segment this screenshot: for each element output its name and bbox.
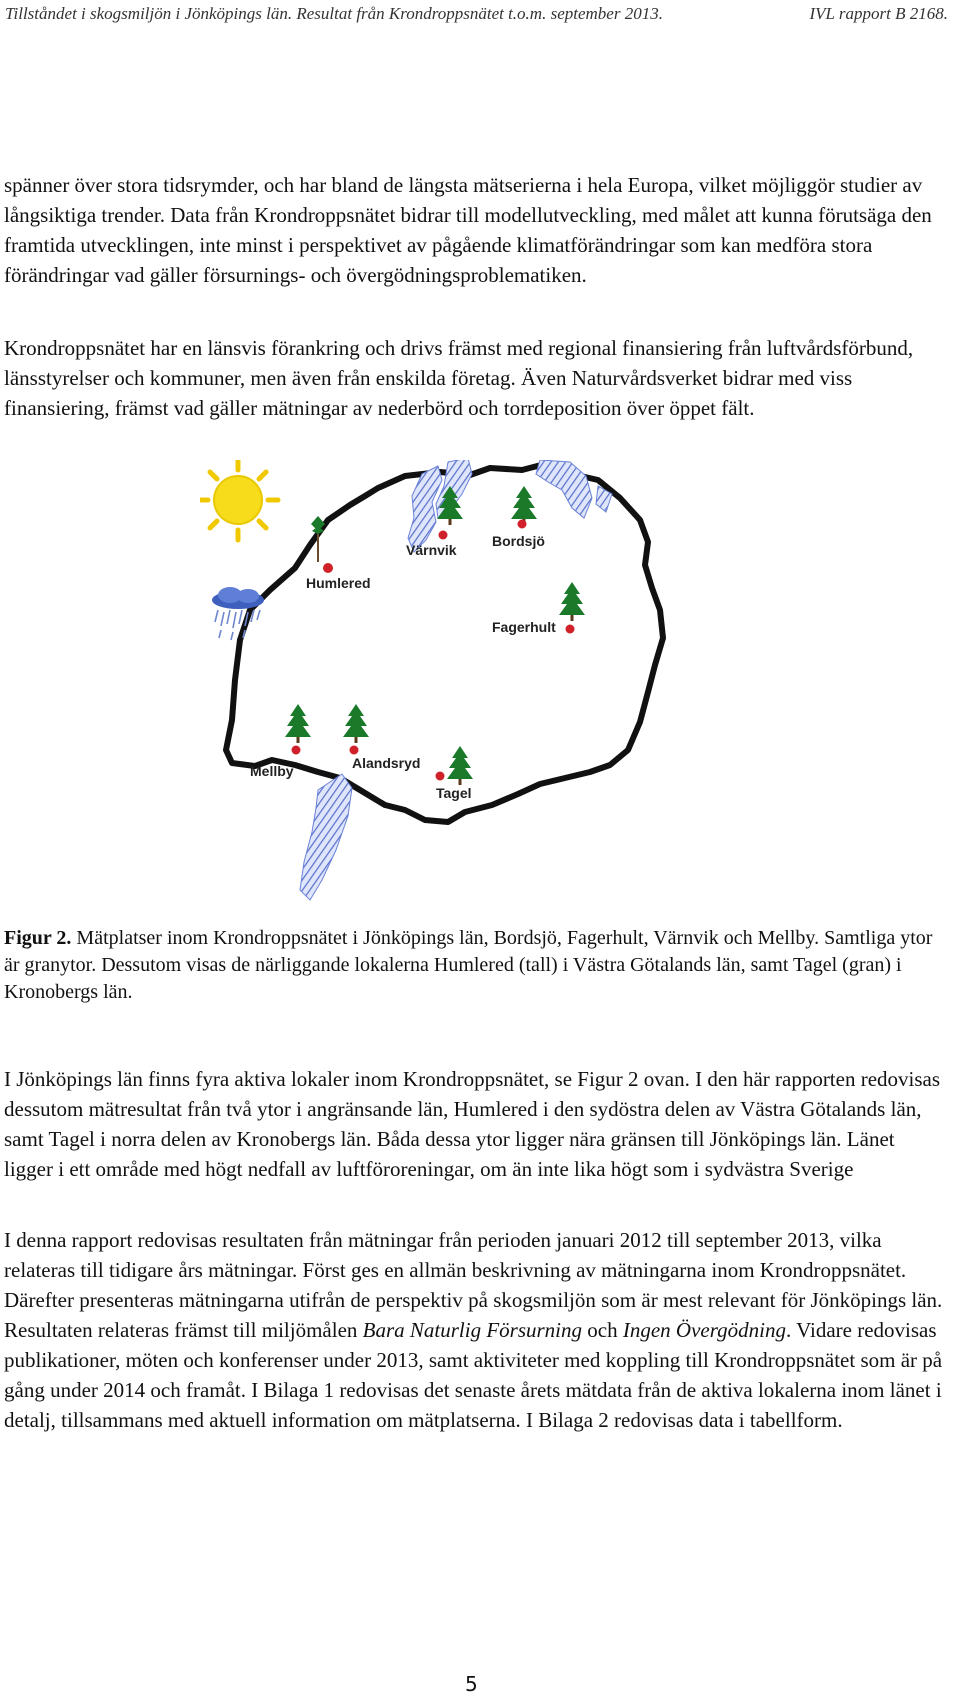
site-label-mellby: Mellby	[250, 763, 294, 779]
site-label-humlered: Humlered	[306, 575, 371, 591]
site-dot-bordsjo	[518, 520, 527, 529]
paragraph-intro: spänner över stora tidsrymder, och har bland de längsta mätserierna i hela Europa, vilket möjliggör studier av långsiktiga trender. Data från Krondroppsnätet bidrar till modellutveckling, med målet att kunna förutsäga den framtida utvecklingen, inte minst i perspektivet av pågående klimatförändringar som kan medföra stora förändringar vad gäller försurnings- och övergödningsproblematiken.	[4, 173, 932, 287]
site-dot-mellby	[292, 746, 301, 755]
header-report-id: IVL rapport B 2168.	[809, 4, 948, 23]
lake-bolmen	[300, 774, 352, 900]
site-label-alandsryd: Alandsryd	[352, 755, 421, 771]
figure-map	[200, 460, 740, 918]
p4-goal-1: Bara Naturlig Försurning	[362, 1318, 583, 1342]
p4-part-a: I denna rapport redovisas resultaten från mätningar från perioden januari 2012 till september 2013, vilka relateras till tidigare års mätningar. Först ges en allmän beskrivning av mätningarna inom Krondroppsnätet. Därefter presenteras mätningarna utifrån de perspektiv på skogsmiljön som är mest relevant för Jönköpings län. Resultaten relateras främst till miljömålen	[4, 1228, 943, 1342]
caption-label: Figur 2.	[4, 927, 72, 949]
page-number: 5	[465, 1672, 478, 1696]
site-label-tagel: Tagel	[436, 785, 472, 801]
site-label-varnvik: Värnvik	[406, 542, 457, 558]
site-dot-fagerhult	[566, 625, 575, 634]
site-label-fagerhult: Fagerhult	[492, 619, 556, 635]
figure-caption	[4, 925, 948, 1006]
site-dot-varnvik	[439, 531, 448, 540]
caption-text: Mätplatser inom Krondroppsnätet i Jönköpings län, Bordsjö, Fagerhult, Värnvik och Mellby. Samtliga ytor är granytor. Dessutom visas de närliggande lokalerna Humlered (tall) i Västra Götalands län, samt Tagel (gran) i Kronobergs län.	[4, 927, 933, 1003]
site-dot-humlered	[323, 563, 333, 573]
header-title: Tillståndet i skogsmiljön i Jönköpings län. Resultat från Krondroppsnätet t.o.m. september 2013.	[5, 4, 663, 23]
p4-part-c: . Vidare redovisas publikationer, möten och konferenser under 2013, samt aktiviteter med koppling till Krondroppsnätet som är på gång under 2014 och framåt. I Bilaga 1 redovisas det senaste årets mätdata från de aktiva lokalerna inom länet i detalj, tillsammans med aktuell information om mätplatserna. I Bilaga 2 redovisas data i tabellform.	[4, 1318, 943, 1432]
site-dot-alandsryd	[350, 746, 359, 755]
county-map	[200, 460, 740, 918]
paragraph-financing: Krondroppsnätet har en länsvis förankring och drivs främst med regional finansiering från luftvårdsförbund, länsstyrelser och kommuner, men även från enskilda företag. Även Naturvårdsverket bidrar med viss finansiering, främst vad gäller mätningar av nederbörd och torrdeposition över öppet fält.	[4, 336, 914, 420]
running-header	[5, 4, 948, 28]
p4-goal-2: Ingen Övergödning	[622, 1318, 786, 1342]
site-label-bordsjo: Bordsjö	[492, 533, 545, 549]
paragraph-sites: I Jönköpings län finns fyra aktiva lokaler inom Krondroppsnätet, se Figur 2 ovan. I den här rapporten redovisas dessutom mätresultat från två ytor i angränsande län, Humlered i den sydöstra delen av Västra Götalands län, samt Tagel i norra delen av Kronobergs län. Båda dessa ytor ligger nära gränsen till Jönköpings län. Länet ligger i ett område med högt nedfall av luftföroreningar, om än inte lika högt som i sydvästra Sverige	[4, 1067, 941, 1181]
sun-icon	[200, 460, 278, 540]
site-dot-tagel	[436, 772, 445, 781]
p4-part-b: och	[582, 1318, 623, 1342]
paragraph-report-scope	[4, 1225, 948, 1435]
